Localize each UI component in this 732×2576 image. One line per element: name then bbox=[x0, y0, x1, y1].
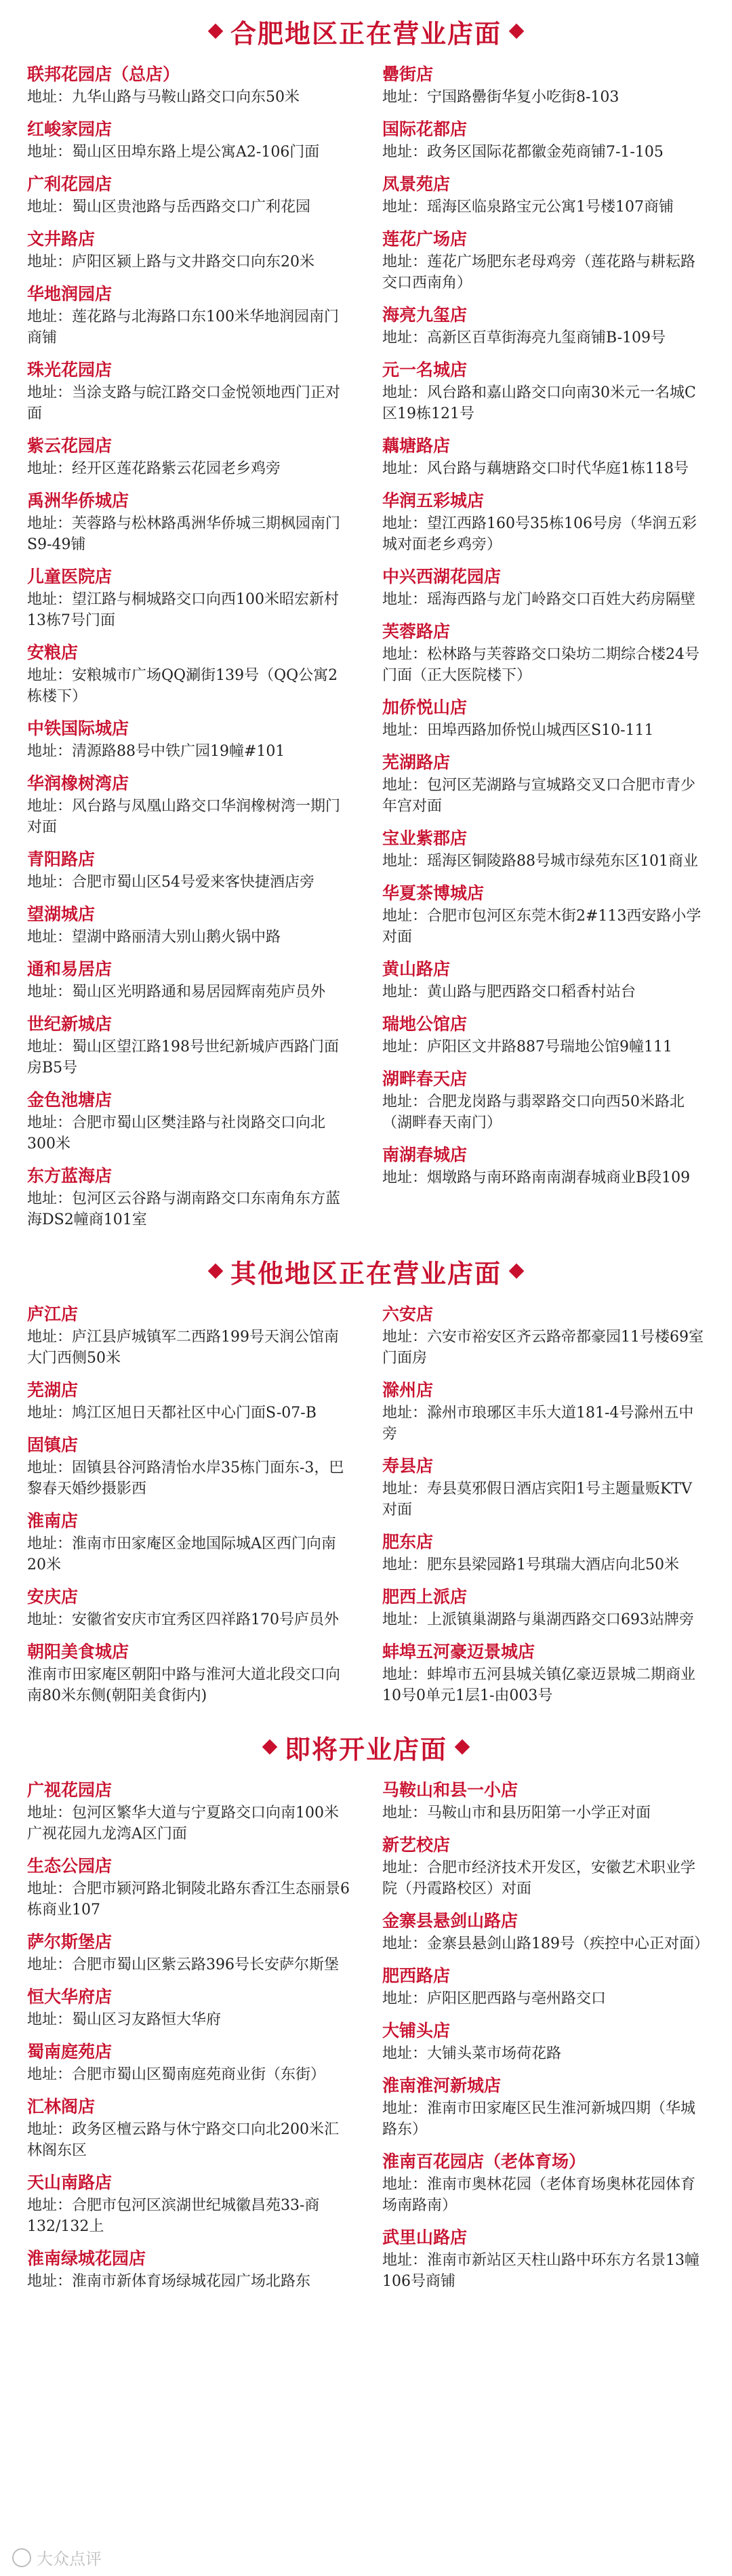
store-name: 滁州店 bbox=[382, 1380, 434, 1400]
store-name: 海亮九玺店 bbox=[382, 305, 468, 325]
store-item bbox=[27, 1509, 350, 1575]
store-name: 广视花园店 bbox=[27, 1780, 113, 1800]
store-item bbox=[382, 1530, 705, 1575]
diamond-icon bbox=[208, 1264, 224, 1279]
section-header bbox=[27, 1716, 705, 1778]
store-name: 中兴西湖花园店 bbox=[382, 567, 502, 586]
store-address: 地址：安粮城市广场QQ涮街139号（QQ公寓2栋楼下） bbox=[27, 667, 338, 705]
store-address: 地址：六安市裕安区齐云路帝都豪园11号楼69室门面房 bbox=[382, 1329, 704, 1367]
store-name: 莲花广场店 bbox=[382, 229, 468, 249]
store-name: 湖畔春天店 bbox=[382, 1069, 468, 1089]
store-name: 安粮店 bbox=[27, 643, 79, 662]
store-name: 六安店 bbox=[382, 1304, 434, 1324]
store-name: 汇林阁店 bbox=[27, 2097, 96, 2116]
store-address: 地址：松林路与芙蓉路交口染坊二期综合楼24号门面（正大医院楼下） bbox=[382, 646, 699, 684]
store-item bbox=[382, 1909, 709, 1954]
store-grid bbox=[27, 1778, 709, 2301]
store-item bbox=[27, 847, 350, 893]
store-name: 禹洲华侨城店 bbox=[27, 491, 129, 510]
section-header bbox=[27, 1240, 705, 1302]
store-name: 世纪新城店 bbox=[27, 1014, 113, 1034]
store-name: 肥西路店 bbox=[382, 1966, 451, 1986]
store-address: 地址：黄山路与肥西路交口稻香村站台 bbox=[382, 984, 636, 1001]
store-item bbox=[27, 2040, 350, 2085]
store-name: 南湖春城店 bbox=[382, 1145, 468, 1165]
store-address: 地址：风台路与凤凰山路交口华润橡树湾一期门对面 bbox=[27, 798, 341, 836]
store-address: 地址：经开区莲花路紫云花园老乡鸡旁 bbox=[27, 460, 281, 477]
store-address: 地址：淮南市田家庵区金地国际城A区西门向南20米 bbox=[27, 1535, 336, 1573]
store-item bbox=[382, 117, 705, 163]
store-name: 青阳路店 bbox=[27, 849, 96, 869]
store-item bbox=[382, 1378, 705, 1445]
store-name: 凤景苑店 bbox=[382, 174, 451, 194]
store-address: 地址：庐阳区文井路887号瑞地公馆9幢111 bbox=[382, 1039, 672, 1055]
store-name: 瑞地公馆店 bbox=[382, 1014, 468, 1034]
store-column-right bbox=[382, 1302, 705, 1716]
store-address: 地址：蜀山区望江路198号世纪新城庐西路门面房B5号 bbox=[27, 1039, 339, 1076]
watermark bbox=[12, 2545, 102, 2569]
store-item bbox=[27, 1930, 350, 1975]
store-item bbox=[27, 1164, 350, 1230]
store-column-right bbox=[382, 1778, 709, 2301]
store-address: 地址：滁州市琅琊区丰乐大道181-4号滁州五中旁 bbox=[382, 1405, 694, 1443]
store-address: 地址：政务区檀云路与休宁路交口向北200米汇林阁东区 bbox=[27, 2121, 339, 2159]
store-item bbox=[382, 2150, 705, 2216]
store-name: 马鞍山和县一小店 bbox=[382, 1780, 518, 1800]
store-item bbox=[27, 1302, 350, 1369]
store-item bbox=[382, 489, 705, 555]
store-address: 地址：烟墩路与南环路南南湖春城商业B段109 bbox=[382, 1169, 691, 1186]
diamond-icon bbox=[509, 24, 525, 39]
store-name: 天山南路店 bbox=[27, 2173, 113, 2192]
store-name: 珠光花园店 bbox=[27, 360, 113, 380]
store-item bbox=[27, 2095, 350, 2161]
store-address: 地址：莲花广场肥东老母鸡旁（莲花路与耕耘路交口西南角） bbox=[382, 254, 696, 291]
store-name: 肥西上派店 bbox=[382, 1587, 468, 1607]
store-name: 朝阳美食城店 bbox=[27, 1642, 129, 1662]
store-address: 地址：马鞍山市和县历阳第一小学正对面 bbox=[382, 1805, 651, 1822]
store-item bbox=[27, 641, 350, 707]
store-name: 金色池塘店 bbox=[27, 1090, 113, 1110]
store-item bbox=[382, 62, 705, 108]
store-address: 地址：庐江县庐城镇军二西路199号天润公馆南大门西侧50米 bbox=[27, 1329, 339, 1367]
store-item bbox=[27, 1433, 350, 1500]
store-item bbox=[382, 1964, 705, 2009]
store-address: 地址：包河区芜湖路与宣城路交叉口合肥市青少年宫对面 bbox=[382, 777, 696, 815]
store-grid bbox=[27, 62, 705, 1240]
watermark-text: 大众点评 bbox=[37, 2550, 102, 2569]
store-item bbox=[382, 358, 705, 424]
section-title: 即将开业店面 bbox=[284, 1733, 447, 1765]
store-name: 华润五彩城店 bbox=[382, 491, 485, 510]
store-name: 通和易居店 bbox=[27, 959, 113, 979]
store-address: 地址：望湖中路丽清大别山鹅火锅中路 bbox=[27, 929, 281, 946]
store-item bbox=[27, 1985, 350, 2030]
store-item bbox=[27, 2171, 350, 2237]
store-item bbox=[382, 750, 705, 817]
store-address: 地址：固镇县谷河路清怡水岸35栋门面东-3，巴黎春天婚纱摄影西 bbox=[27, 1460, 344, 1497]
diamond-icon bbox=[262, 1739, 278, 1755]
store-name: 广利花园店 bbox=[27, 174, 113, 194]
store-name: 紫云花园店 bbox=[27, 436, 113, 456]
section-header bbox=[27, 0, 705, 62]
store-name: 东方蓝海店 bbox=[27, 1166, 113, 1186]
store-name: 淮南百花园店（老体育场） bbox=[382, 2152, 586, 2171]
diamond-icon bbox=[208, 24, 224, 39]
store-name: 国际花都店 bbox=[382, 119, 468, 139]
store-item bbox=[27, 227, 350, 273]
store-item bbox=[27, 62, 350, 108]
store-address: 地址：包河区云谷路与湖南路交口东南角东方蓝海DS2幢商101室 bbox=[27, 1190, 341, 1228]
store-address: 地址：合肥市蜀山区54号爱来客快捷酒店旁 bbox=[27, 874, 314, 891]
store-address: 地址：合肥市蜀山区樊洼路与社岗路交口向北300米 bbox=[27, 1114, 326, 1152]
store-address: 地址：瑶海区临泉路宝元公寓1号楼107商铺 bbox=[382, 199, 674, 216]
store-grid bbox=[27, 1302, 705, 1716]
store-address: 地址：蚌埠市五河县城关镇亿豪迈景城二期商业10号0单元1层1-由003号 bbox=[382, 1666, 696, 1704]
store-name: 芜湖店 bbox=[27, 1380, 79, 1400]
store-name: 藕塘路店 bbox=[382, 436, 451, 456]
store-column-left bbox=[27, 1302, 350, 1716]
store-name: 罍街店 bbox=[382, 64, 434, 84]
store-address: 淮南市田家庵区朝阳中路与淮河大道北段交口向南80米东侧(朝阳美食街内) bbox=[27, 1666, 341, 1704]
store-address: 地址：鸠江区旭日天都社区中心门面S-07-B bbox=[27, 1405, 317, 1422]
store-address: 地址：淮南市新体育场绿城花园广场北路东 bbox=[27, 2273, 311, 2290]
store-name: 淮南淮河新城店 bbox=[382, 2076, 502, 2095]
store-item bbox=[382, 1012, 705, 1058]
store-address: 地址：瑶海区铜陵路88号城市绿苑东区101商业 bbox=[382, 853, 698, 870]
store-item bbox=[382, 172, 705, 218]
store-address: 地址：风台路和嘉山路交口向南30米元一名城C区19栋121号 bbox=[382, 384, 696, 422]
store-address: 地址：安徽省安庆市宜秀区四祥路170号庐员外 bbox=[27, 1611, 339, 1628]
store-name: 芜湖路店 bbox=[382, 752, 451, 772]
store-item bbox=[27, 565, 350, 631]
store-item bbox=[382, 565, 705, 610]
store-address: 地址：清源路88号中铁广园19幢#101 bbox=[27, 743, 285, 760]
store-name: 黄山路店 bbox=[382, 959, 451, 979]
store-item bbox=[382, 1585, 705, 1630]
store-item bbox=[382, 826, 705, 872]
store-name: 寿县店 bbox=[382, 1456, 434, 1476]
store-item bbox=[382, 1778, 705, 1824]
store-item bbox=[27, 1088, 350, 1154]
store-address: 地址：合肥龙岗路与翡翠路交口向西50米路北（湖畔春天南门） bbox=[382, 1093, 685, 1131]
store-name: 华润橡树湾店 bbox=[27, 773, 129, 793]
store-item bbox=[27, 1640, 350, 1706]
store-name: 宝业紫郡店 bbox=[382, 828, 468, 848]
store-item bbox=[382, 1833, 705, 1899]
section-title: 合肥地区正在营业店面 bbox=[230, 18, 502, 49]
store-address: 地址：庐阳区颍上路与文井路交口向东20米 bbox=[27, 254, 314, 270]
store-name: 萨尔斯堡店 bbox=[27, 1932, 113, 1952]
store-address: 地址：淮南市新站区天柱山路中环东方名景13幢106号商铺 bbox=[382, 2252, 699, 2290]
store-name: 华夏茶博城店 bbox=[382, 883, 485, 903]
store-name: 芙蓉路店 bbox=[382, 622, 451, 641]
store-item bbox=[382, 1640, 705, 1706]
store-address: 地址：淮南市田家庵区民生淮河新城四期（华城路东） bbox=[382, 2100, 696, 2138]
store-address: 地址：芙蓉路与松林路禹洲华侨城三期枫园南门S9-49铺 bbox=[27, 515, 341, 553]
store-item bbox=[27, 117, 350, 163]
store-address: 地址：庐阳区肥西路与亳州路交口 bbox=[382, 1990, 607, 2007]
store-name: 恒大华府店 bbox=[27, 1987, 113, 2007]
section-title: 其他地区正在营业店面 bbox=[230, 1257, 502, 1289]
store-address: 地址：合肥市颍河路北铜陵北路东香江生态丽景6栋商业107 bbox=[27, 1880, 350, 1918]
store-name: 金寨县悬剑山路店 bbox=[382, 1911, 518, 1931]
store-item bbox=[382, 1302, 705, 1369]
store-name: 元一名城店 bbox=[382, 360, 468, 380]
store-item bbox=[382, 434, 705, 479]
store-name: 固镇店 bbox=[27, 1435, 79, 1455]
store-address: 地址：风台路与藕塘路交口时代华庭1栋118号 bbox=[382, 460, 689, 477]
store-item bbox=[27, 1378, 350, 1424]
store-item bbox=[27, 489, 350, 555]
store-address: 地址：瑶海西路与龙门岭路交口百姓大药房隔壁 bbox=[382, 591, 696, 608]
store-name: 加侨悦山店 bbox=[382, 698, 468, 717]
store-name: 华地润园店 bbox=[27, 284, 113, 304]
store-item bbox=[382, 2074, 705, 2140]
store-item bbox=[27, 957, 350, 1003]
store-address: 地址：金寨县悬剑山路189号（疾控中心正对面） bbox=[382, 1935, 709, 1952]
store-column-right bbox=[382, 62, 705, 1240]
store-name: 联邦花园店（总店） bbox=[27, 64, 180, 84]
store-address: 地址：莲花路与北海路口东100米华地润园南门商铺 bbox=[27, 308, 339, 346]
store-item bbox=[382, 881, 705, 948]
store-name: 蚌埠五河豪迈景城店 bbox=[382, 1642, 535, 1662]
store-address: 地址：蜀山区习友路恒大华府 bbox=[27, 2011, 222, 2028]
store-item bbox=[382, 1143, 705, 1188]
store-name: 淮南绿城花园店 bbox=[27, 2249, 146, 2268]
store-item bbox=[382, 227, 705, 294]
store-item bbox=[382, 957, 705, 1003]
store-address: 地址：宁国路罍街华复小吃街8-103 bbox=[382, 89, 619, 106]
store-item bbox=[382, 2019, 705, 2064]
diamond-icon bbox=[455, 1739, 470, 1755]
store-address: 地址：合肥市包河区东莞木街2#113西安路小学对面 bbox=[382, 908, 702, 946]
store-name: 文井路店 bbox=[27, 229, 96, 249]
store-item bbox=[27, 771, 350, 838]
store-address: 地址：寿县莫邪假日酒店宾阳1号主题量贩KTV对面 bbox=[382, 1481, 692, 1518]
store-name: 庐江店 bbox=[27, 1304, 79, 1324]
store-name: 中铁国际城店 bbox=[27, 719, 129, 738]
store-item bbox=[382, 1067, 705, 1133]
store-address: 地址：蜀山区贵池路与岳西路交口广利花园 bbox=[27, 199, 311, 216]
store-address: 地址：合肥市蜀山区紫云路396号长安萨尔斯堡 bbox=[27, 1956, 339, 1973]
store-address: 地址：当涂支路与皖江路交口金悦领地西门正对面 bbox=[27, 384, 341, 422]
store-item bbox=[382, 2226, 705, 2292]
store-name: 大铺头店 bbox=[382, 2021, 451, 2040]
store-item bbox=[27, 172, 350, 218]
store-name: 新艺校店 bbox=[382, 1835, 451, 1855]
store-name: 儿童医院店 bbox=[27, 567, 113, 586]
store-item bbox=[27, 358, 350, 424]
store-item bbox=[382, 696, 705, 741]
store-item bbox=[27, 2247, 350, 2292]
store-name: 红峻家园店 bbox=[27, 119, 113, 139]
store-name: 蜀南庭苑店 bbox=[27, 2042, 113, 2061]
store-item bbox=[382, 303, 705, 348]
store-name: 武里山路店 bbox=[382, 2228, 468, 2247]
store-item bbox=[382, 620, 705, 686]
diamond-icon bbox=[509, 1264, 525, 1279]
store-name: 生态公园店 bbox=[27, 1856, 113, 1876]
store-address: 地址：合肥市蜀山区蜀南庭苑商业街（东街） bbox=[27, 2066, 326, 2083]
store-item bbox=[27, 1778, 350, 1845]
store-address: 地址：包河区繁华大道与宁夏路交口向南100米广视花园九龙湾A区门面 bbox=[27, 1805, 339, 1843]
store-address: 地址：蜀山区光明路通和易居园辉南苑庐员外 bbox=[27, 984, 326, 1001]
store-item bbox=[27, 282, 350, 348]
store-address: 地址：合肥市包河区滨湖世纪城徽昌苑33-商132/132上 bbox=[27, 2197, 320, 2235]
store-item bbox=[27, 1585, 350, 1630]
store-address: 地址：蜀山区田埠东路上堤公寓A2-106门面 bbox=[27, 144, 320, 161]
store-item bbox=[27, 717, 350, 762]
store-item bbox=[27, 1854, 350, 1920]
store-name: 安庆店 bbox=[27, 1587, 79, 1607]
store-address: 地址：政务区国际花都徽金苑商铺7-1-105 bbox=[382, 144, 664, 161]
store-address: 地址：淮南市奥林花园（老体育场奥林花园体育场南路南） bbox=[382, 2176, 696, 2214]
store-name: 望湖城店 bbox=[27, 904, 96, 924]
watermark-logo-icon bbox=[12, 2548, 31, 2567]
store-name: 肥东店 bbox=[382, 1532, 434, 1552]
store-address: 地址：大铺头菜市场荷花路 bbox=[382, 2045, 562, 2062]
store-address: 地址：田埠西路加侨悦山城西区S10-111 bbox=[382, 722, 654, 739]
store-address: 地址：上派镇巢湖路与巢湖西路交口693站牌旁 bbox=[382, 1611, 694, 1628]
store-item bbox=[382, 1454, 705, 1521]
store-address: 地址：肥东县梁园路1号琪瑞大酒店向北50米 bbox=[382, 1556, 679, 1573]
store-address: 地址：高新区百草街海亮九玺商铺B-109号 bbox=[382, 329, 666, 346]
store-column-left bbox=[27, 62, 350, 1240]
store-address: 地址：九华山路与马鞍山路交口向东50米 bbox=[27, 89, 300, 106]
store-name: 淮南店 bbox=[27, 1511, 79, 1531]
store-item bbox=[27, 1012, 350, 1079]
store-address: 地址：望江西路160号35栋106号房（华润五彩城对面老乡鸡旁） bbox=[382, 515, 697, 553]
store-address: 地址：合肥市经济技术开发区，安徽艺术职业学院（丹霞路校区）对面 bbox=[382, 1859, 696, 1897]
store-address: 地址：望江路与桐城路交口向西100米昭宏新村13栋7号门面 bbox=[27, 591, 339, 629]
store-item bbox=[27, 434, 350, 479]
store-column-left bbox=[27, 1778, 350, 2301]
store-item bbox=[27, 902, 350, 948]
